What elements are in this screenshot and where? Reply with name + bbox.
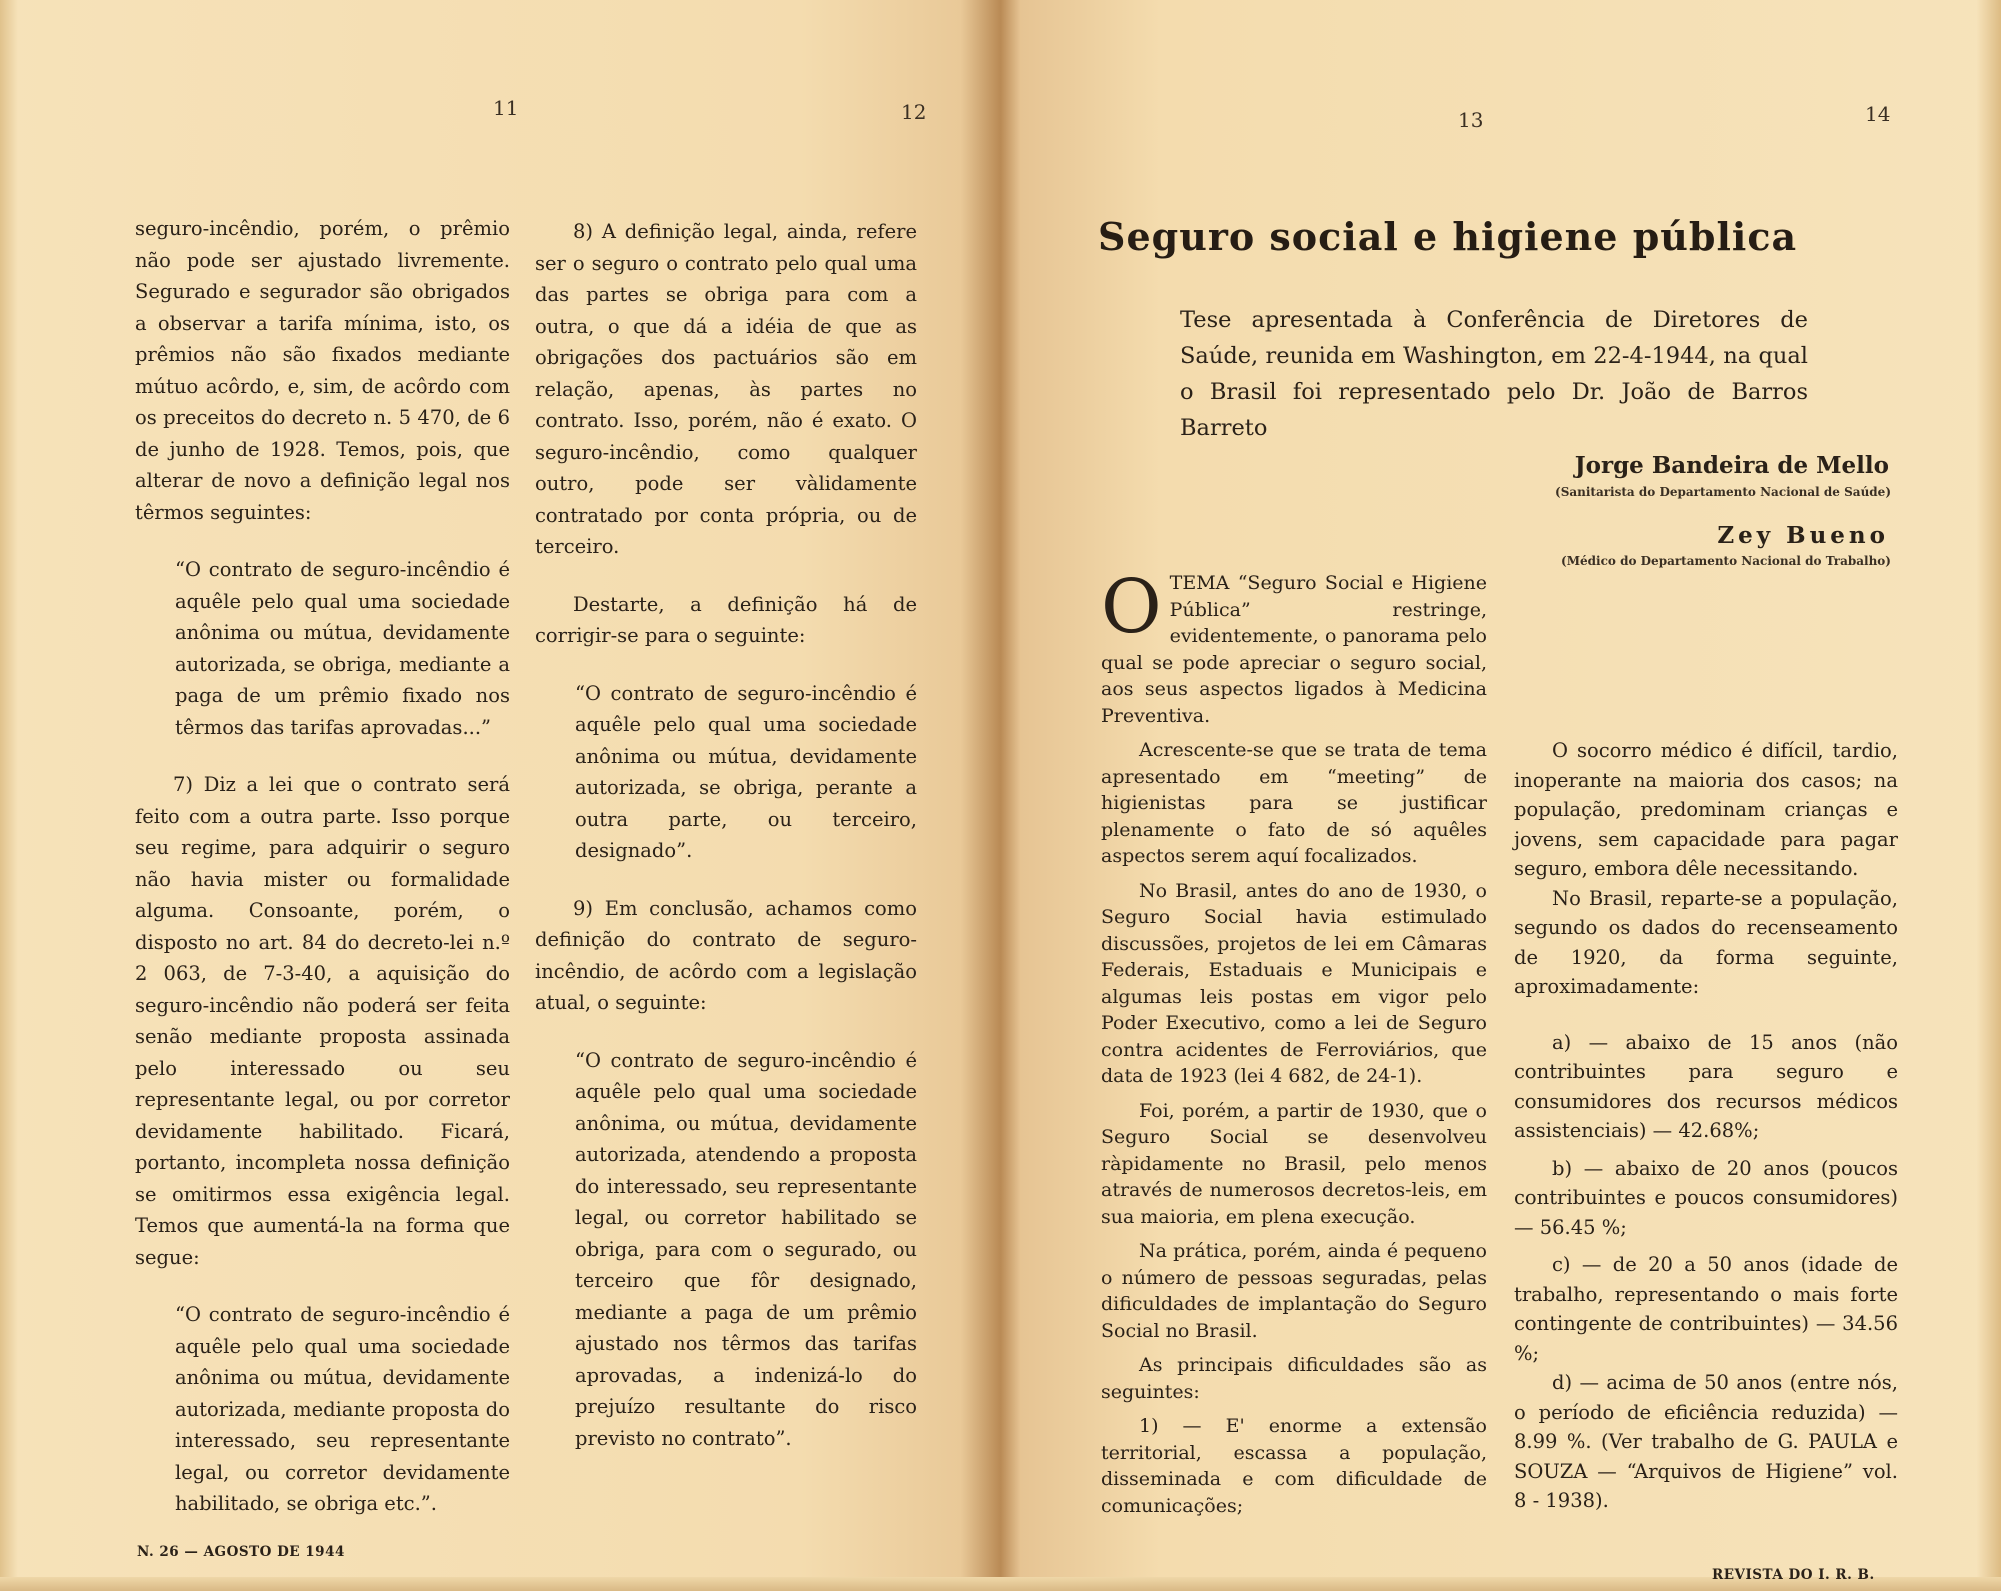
page-11-quote: “O contrato de seguro-incêndio é aquêle pelo qual uma sociedade anônima ou mútua, devidamente autorizada, mediante proposta do interessado, seu representante legal, ou corretor devidamente habilitado, se obriga etc.”. xyxy=(175,1303,510,1515)
page-13-paragraph: Acrescente-se que se trata de tema apresentado em “meeting” de higienistas para se justificar plenamente o fato de só aquêles aspectos serem aquí focalizados. xyxy=(1101,739,1487,867)
page-11-paragraph: 7) Diz a lei que o contrato será feito com a outra parte. Isso porque seu regime, para adquirir o seguro não havia mister ou formalidade alguma. Consoante, porém, o disposto no art. 84 do decreto-lei n.º 2 063, de 7-3-40, a aquisição do seguro-incêndio não poderá ser feita senão mediante proposta assinada pelo interessado ou seu representante legal, ou por corretor devidamente habilitado. Ficará, portanto, incompleta nossa definição se omitirmos essa exigência legal. Temos que aumentá-la na forma que segue: xyxy=(135,773,510,1269)
author-affiliation: (Sanitarista do Departamento Nacional de Saúde) xyxy=(1555,485,1891,499)
author-name: Jorge Bandeira de Mello xyxy=(1574,452,1889,479)
page-13-paragraph: No Brasil, antes do ano de 1930, o Seguro Social havia estimulado discussões, projetos de lei em Câmaras Federais, Estaduais e Municipais e algumas leis postas em vigor pelo Poder Executivo, como a lei de Seguro contra acidentes de Ferroviários, que data de 1923 (lei 4 682, de 24-1). xyxy=(1101,879,1487,1087)
page-number-14: 14 xyxy=(1865,102,1891,126)
page-edge-left xyxy=(0,0,18,1591)
page-11-footer: N. 26 — AGOSTO DE 1944 xyxy=(137,1544,345,1560)
page-edge-bottom xyxy=(0,1577,2001,1591)
drop-cap: O xyxy=(1101,564,1162,650)
author-name: Zey Bueno xyxy=(1717,522,1889,549)
page-number-11: 11 xyxy=(493,96,519,120)
page-number-13: 13 xyxy=(1458,108,1484,132)
page-14-paragraph: O socorro médico é difícil, tardio, inoperante na maioria dos casos; na população, predominam crianças e jovens, sem capacidade para pagar seguro, embora dêle necessitando. xyxy=(1514,739,1898,880)
page-13-column xyxy=(1101,564,1487,1519)
page-12-quote: “O contrato de seguro-incêndio é aquêle pelo qual uma sociedade anônima ou mútua, devidamente autorizada, se obriga, perante a outra parte, ou terceiro, designado”. xyxy=(575,681,917,862)
page-11-quote: “O contrato de seguro-incêndio é aquêle pelo qual uma sociedade anônima ou mútua, devidamente autorizada, se obriga, mediante a paga de um prêmio fixado nos têrmos das tarifas aprovadas...” xyxy=(175,558,510,739)
page-13-paragraph: Foi, porém, a partir de 1930, que o Seguro Social se desenvolveu ràpidamente no Brasil, pelo menos através de numerosos decretos-leis, em sua maioria, em plena execução. xyxy=(1101,1099,1487,1228)
page-12-paragraph: 9) Em conclusão, achamos como definição do contrato de seguro-incêndio, de acôrdo com a legislação atual, o seguinte: xyxy=(535,896,917,1014)
page-12-column xyxy=(535,216,917,1454)
page-14-footer: REVISTA DO I. R. B. xyxy=(1712,1567,1875,1583)
page-14-list-item: a) — abaixo de 15 anos (não contribuintes para seguro e consumidores dos recursos médicos assistenciais) — 42.68%; xyxy=(1514,1030,1898,1142)
page-12-paragraph: Destarte, a definição há de corrigir-se para o seguinte: xyxy=(535,592,917,647)
page-14-list-item: c) — de 20 a 50 anos (idade de trabalho, representando o mais forte contingente de contribuintes) — 34.56 %; xyxy=(1514,1253,1898,1365)
article-subtitle: Tese apresentada à Conferência de Diretores de Saúde, reunida em Washington, em 22-4-1944, na qual o Brasil foi representado pelo Dr. João de Barros Barreto xyxy=(1180,307,1808,441)
article-title: Seguro social e higiene pública xyxy=(1098,214,1798,259)
page-14-paragraph: No Brasil, reparte-se a população, segundo os dados do recenseamento de 1920, da forma seguinte, aproximadamente: xyxy=(1514,886,1898,998)
page-13-paragraph: As principais dificuldades são as seguintes: xyxy=(1101,1354,1487,1403)
page-13-paragraph: Na prática, porém, ainda é pequeno o número de pessoas seguradas, pelas dificuldades de implantação do Seguro Social no Brasil. xyxy=(1101,1240,1487,1342)
page-14-column xyxy=(1514,736,1898,1516)
page-12-paragraph: 8) A definição legal, ainda, refere ser o seguro o contrato pelo qual uma das partes se obriga para com a outra, o que dá a idéia de que as obrigações dos pactuários são em relação, apenas, às partes no contrato. Isso, porém, não é exato. O seguro-incêndio, como qualquer outro, pode ser vàlidamente contratado por conta própria, ou de terceiro. xyxy=(535,220,917,558)
page-edge-right xyxy=(1977,0,2001,1591)
page-11-paragraph: seguro-incêndio, porém, o prêmio não pode ser ajustado livremente. Segurado e segurador são obrigados a observar a tarifa mínima, isto, os prêmios não são fixados mediante mútuo acôrdo, e, sim, de acôrdo com os preceitos do decreto n. 5 470, de 6 de junho de 1928. Temos, pois, que alterar de novo a definição legal nos têrmos seguintes: xyxy=(135,217,510,524)
author-affiliation: (Médico do Departamento Nacional do Trabalho) xyxy=(1561,554,1891,568)
page-12-quote: “O contrato de seguro-incêndio é aquêle pelo qual uma sociedade anônima, ou mútua, devidamente autorizada, atendendo a proposta do interessado, seu representante legal, ou corretor habilitado se obriga, para com o segurado, ou terceiro que fôr designado, mediante a paga de um prêmio ajustado nos têrmos das tarifas aprovadas, a indenizá-lo do prejuízo resultante do risco previsto no contrato”. xyxy=(575,1048,917,1450)
page-13-paragraph-text: TEMA “Seguro Social e Higiene Pública” restringe, evidentemente, o panorama pelo qual se pode apreciar o seguro social, aos seus aspectos ligados à Medicina Preventiva. xyxy=(1101,572,1487,727)
page-number-12: 12 xyxy=(901,100,927,124)
page-11-column xyxy=(135,213,510,1520)
page-14-list-item: d) — acima de 50 anos (entre nós, o período de eficiência reduzida) — 8.99 %. (Ver trabalho de G. PAULA e SOUZA — “Arquivos de Higiene” vol. 8 - 1938). xyxy=(1514,1371,1898,1512)
page-14-list-item: b) — abaixo de 20 anos (poucos contribuintes e poucos consumidores) — 56.45 %; xyxy=(1514,1156,1898,1239)
page-13-paragraph: 1) — E' enorme a extensão territorial, escassa a população, disseminada e com dificuldade de comunicações; xyxy=(1101,1415,1487,1517)
page-13-first-paragraph xyxy=(1101,564,1487,729)
